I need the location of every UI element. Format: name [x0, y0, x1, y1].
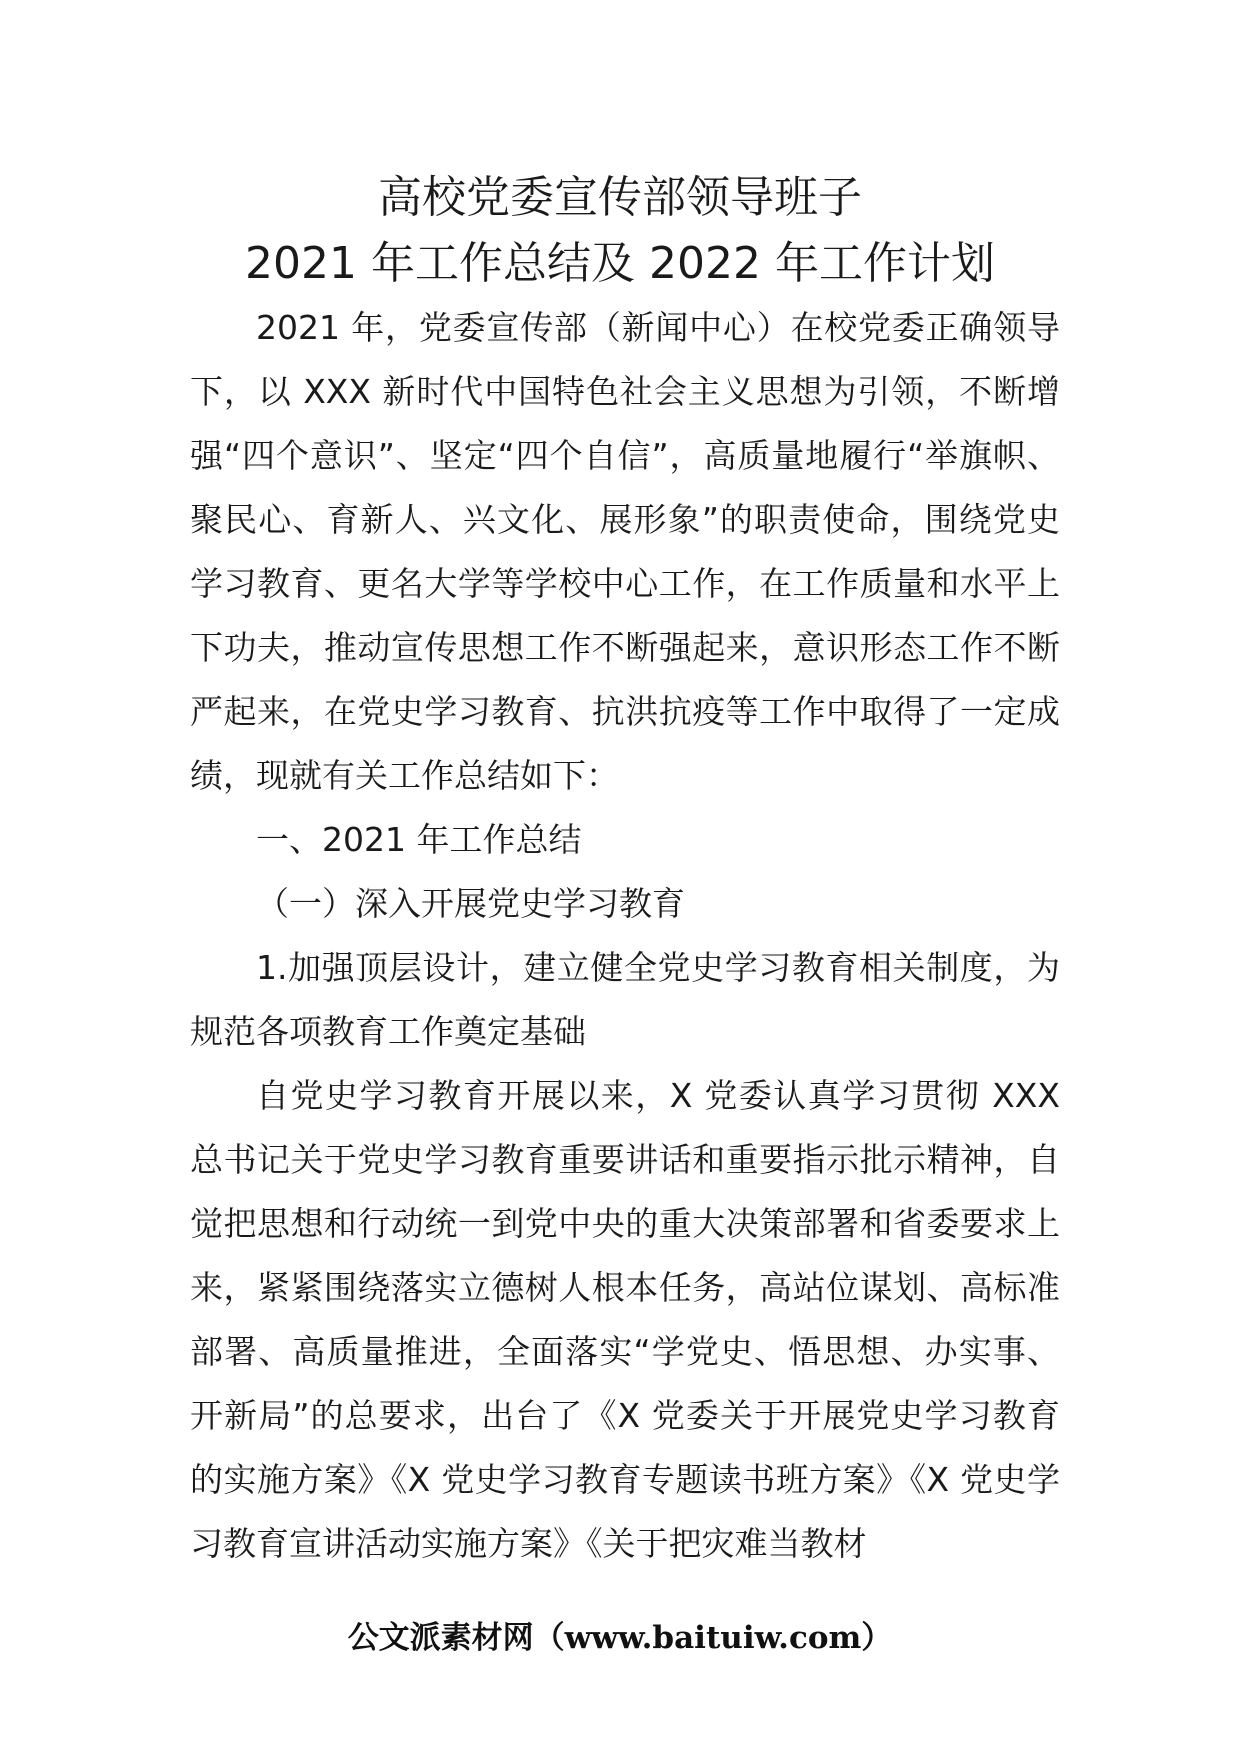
body-paragraph: 自党史学习教育开展以来，X 党委认真学习贯彻 XXX 总书记关于党史学习教育重要讲话和重要指示批示精神，自觉把思想和行动统一到党中央的重大决策部署和省委要求上来，紧紧围绕落实立德树人根本任务，高站位谋划、高标准部署、高质量推进，全面落实“学党史、悟思想、办实事、开新局”的总要求，出台了《X 党委关于开展党史学习教育的实施方案》《X 党史学习教育专题读书班方案》《X 党史学习教育宣讲活动实施方案》《关于把灾难当教材 — [190, 1076, 1060, 1563]
section-heading: 一、2021 年工作总结 — [256, 820, 582, 859]
intro-paragraph: 2021 年，党委宣传部（新闻中心）在校党委正确领导下，以 XXX 新时代中国特色社会主义思想为引领，不断增强“四个意识”、坚定“四个自信”，高质量地履行“举旗帜、聚民心、育新人、兴文化、展形象”的职责使命，围绕党史学习教育、更名大学等学校中心工作，在工作质量和水平上下功夫，推动宣传思想工作不断强起来，意识形态工作不断严起来，在党史学习教育、抗洪抗疫等工作中取得了一定成绩，现就有关工作总结如下： — [190, 308, 1060, 795]
document-title-line-1: 高校党委宣传部领导班子 — [378, 172, 862, 223]
subsection-heading: （一）深入开展党史学习教育 — [256, 884, 685, 923]
document-title-line-2: 2021 年工作总结及 2022 年工作计划 — [245, 238, 995, 289]
item-heading: 1.加强顶层设计，建立健全党史学习教育相关制度，为规范各项教育工作奠定基础 — [190, 948, 1060, 1051]
footer-watermark: 公文派素材网（www.baituiw.com） — [347, 1620, 893, 1656]
document-body — [190, 296, 1060, 1576]
